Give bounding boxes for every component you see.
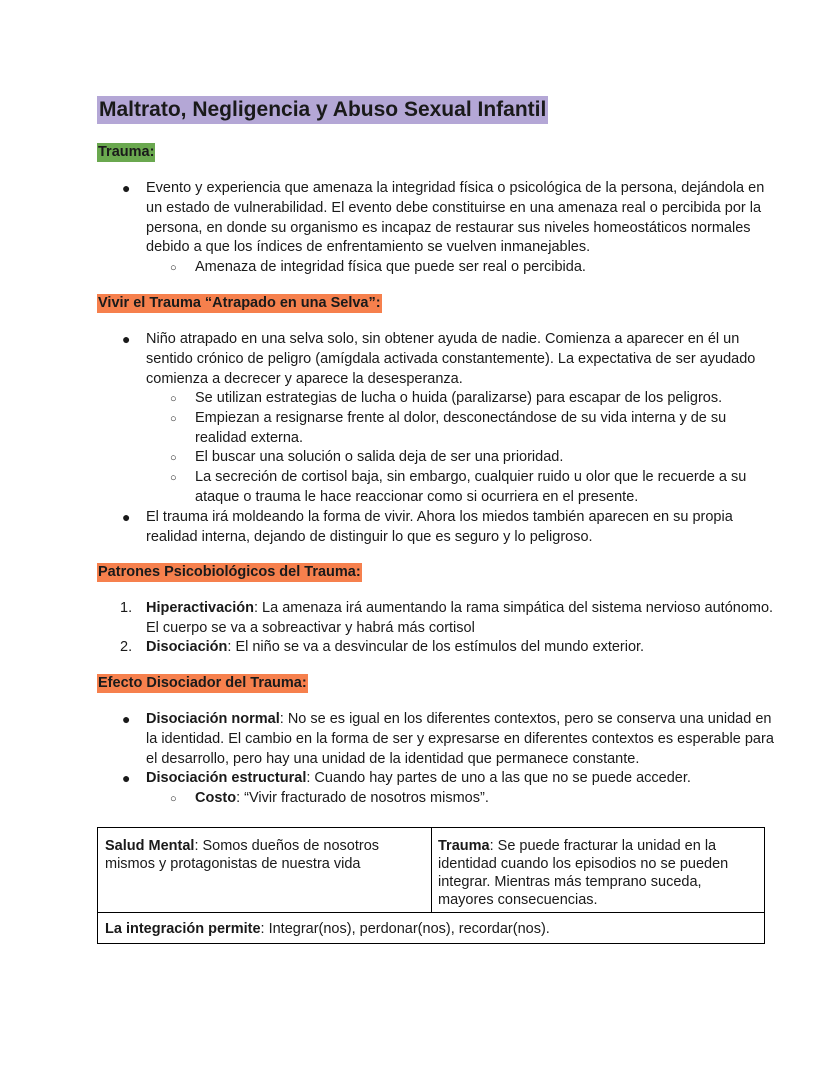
summary-table bbox=[97, 827, 765, 944]
patron-item-1 bbox=[146, 599, 776, 639]
patron-term: Hiperactivación bbox=[146, 600, 254, 616]
list-number: 2. bbox=[120, 639, 133, 655]
heading-trauma: Trauma: bbox=[98, 144, 155, 160]
efecto-text: : Cuando hay partes de uno a las que no se puede acceder. bbox=[306, 770, 691, 786]
cell-term: La integración permite bbox=[105, 921, 261, 937]
efecto-term: Disociación normal bbox=[146, 711, 280, 727]
vivir-sub-2: Empiezan a resignarse frente al dolor, desconectándose de su vida interna y de su realidad externa. bbox=[195, 410, 727, 446]
cell-text: : Integrar(nos), perdonar(nos), recordar(nos). bbox=[260, 921, 550, 937]
efecto-term: Disociación estructural bbox=[146, 770, 307, 786]
efecto-sub-1 bbox=[195, 789, 775, 809]
document-title: Maltrato, Negligencia y Abuso Sexual Infantil bbox=[97, 96, 548, 124]
cell-term: Salud Mental bbox=[105, 838, 195, 854]
table-cell-integracion bbox=[105, 920, 755, 938]
efecto-bullet-2 bbox=[146, 769, 776, 789]
vivir-bullet-2: El trauma irá moldeando la forma de vivir. Ahora los miedos también aparecen en su propia realidad interna, dejando de distinguir lo que es seguro y lo peligroso. bbox=[146, 509, 733, 545]
bullet-icon: ● bbox=[122, 180, 131, 196]
table-divider bbox=[431, 828, 432, 912]
vivir-sub-1: Se utilizan estrategias de lucha o huida (paralizarse) para escapar de los peligros. bbox=[195, 390, 723, 406]
vivir-bullet-1: Niño atrapado en una selva solo, sin obtener ayuda de nadie. Comienza a aparecer en él un sentido crónico de peligro (amígdala activada constantemente). La expectativa de ser ayudado comienza a decrecer y aparece la desesperanza. bbox=[146, 331, 756, 387]
vivir-sub-4: La secreción de cortisol baja, sin embargo, cualquier ruido u olor que le recuerde a su ataque o trauma le hace reaccionar como si ocurriera en el presente. bbox=[195, 469, 747, 505]
table-cell-salud-mental bbox=[105, 837, 423, 873]
sub-bullet-icon: ○ bbox=[170, 472, 177, 484]
heading-patrones: Patrones Psicobiológicos del Trauma: bbox=[98, 564, 361, 580]
bullet-icon: ● bbox=[122, 331, 131, 347]
efecto-term: Costo bbox=[195, 790, 237, 806]
efecto-text: : No se es igual en los diferentes contextos, pero se conserva una unidad en la identidad. El cambio en la forma de ser y expresarse en diferentes contextos es esperable para el desarrollo, pero hay una unidad de la identidad que permanece constante. bbox=[146, 711, 774, 767]
patron-term: Disociación bbox=[146, 639, 228, 655]
efecto-text: : “Vivir fracturado de nosotros mismos”. bbox=[236, 790, 489, 806]
sub-bullet-icon: ○ bbox=[170, 262, 177, 274]
cell-term: Trauma bbox=[438, 838, 490, 854]
sub-bullet-icon: ○ bbox=[170, 793, 177, 805]
cell-text: : Somos dueños de nosotros mismos y protagonistas de nuestra vida bbox=[105, 838, 380, 872]
bullet-icon: ● bbox=[122, 711, 131, 727]
heading-vivir-trauma: Vivir el Trauma “Atrapado en una Selva”: bbox=[98, 295, 381, 311]
table-divider bbox=[98, 912, 764, 913]
patron-text: : La amenaza irá aumentando la rama simpática del sistema nervioso autónomo. El cuerpo se va a sobreactivar y habrá más cortisol bbox=[146, 600, 774, 636]
vivir-sub-3: El buscar una solución o salida deja de ser una prioridad. bbox=[195, 449, 564, 465]
bullet-icon: ● bbox=[122, 509, 131, 525]
trauma-definition: Evento y experiencia que amenaza la integridad física o psicológica de la persona, dejándola en un estado de vulnerabilidad. El evento debe constituirse en una amenaza real o percibida por la persona, en donde su organismo es incapaz de restaurar sus niveles homeostáticos normales debido a que los índices de enfrentamiento se vuelven inmanejables. bbox=[146, 180, 765, 256]
list-number: 1. bbox=[120, 600, 133, 616]
heading-efecto-disociador: Efecto Disociador del Trauma: bbox=[98, 675, 307, 691]
cell-text: : Se puede fracturar la unidad en la identidad cuando los episodios no se pueden integrar. Mientras más temprano suceda, mayores consecuencias. bbox=[438, 838, 729, 908]
bullet-icon: ● bbox=[122, 770, 131, 786]
sub-bullet-icon: ○ bbox=[170, 413, 177, 425]
patron-item-2 bbox=[146, 638, 776, 658]
sub-bullet-icon: ○ bbox=[170, 393, 177, 405]
sub-bullet-icon: ○ bbox=[170, 452, 177, 464]
patron-text: : El niño se va a desvincular de los estímulos del mundo exterior. bbox=[227, 639, 645, 655]
efecto-bullet-1 bbox=[146, 710, 776, 769]
trauma-sub-item: Amenaza de integridad física que puede ser real o percibida. bbox=[195, 259, 586, 275]
table-cell-trauma bbox=[438, 837, 756, 909]
